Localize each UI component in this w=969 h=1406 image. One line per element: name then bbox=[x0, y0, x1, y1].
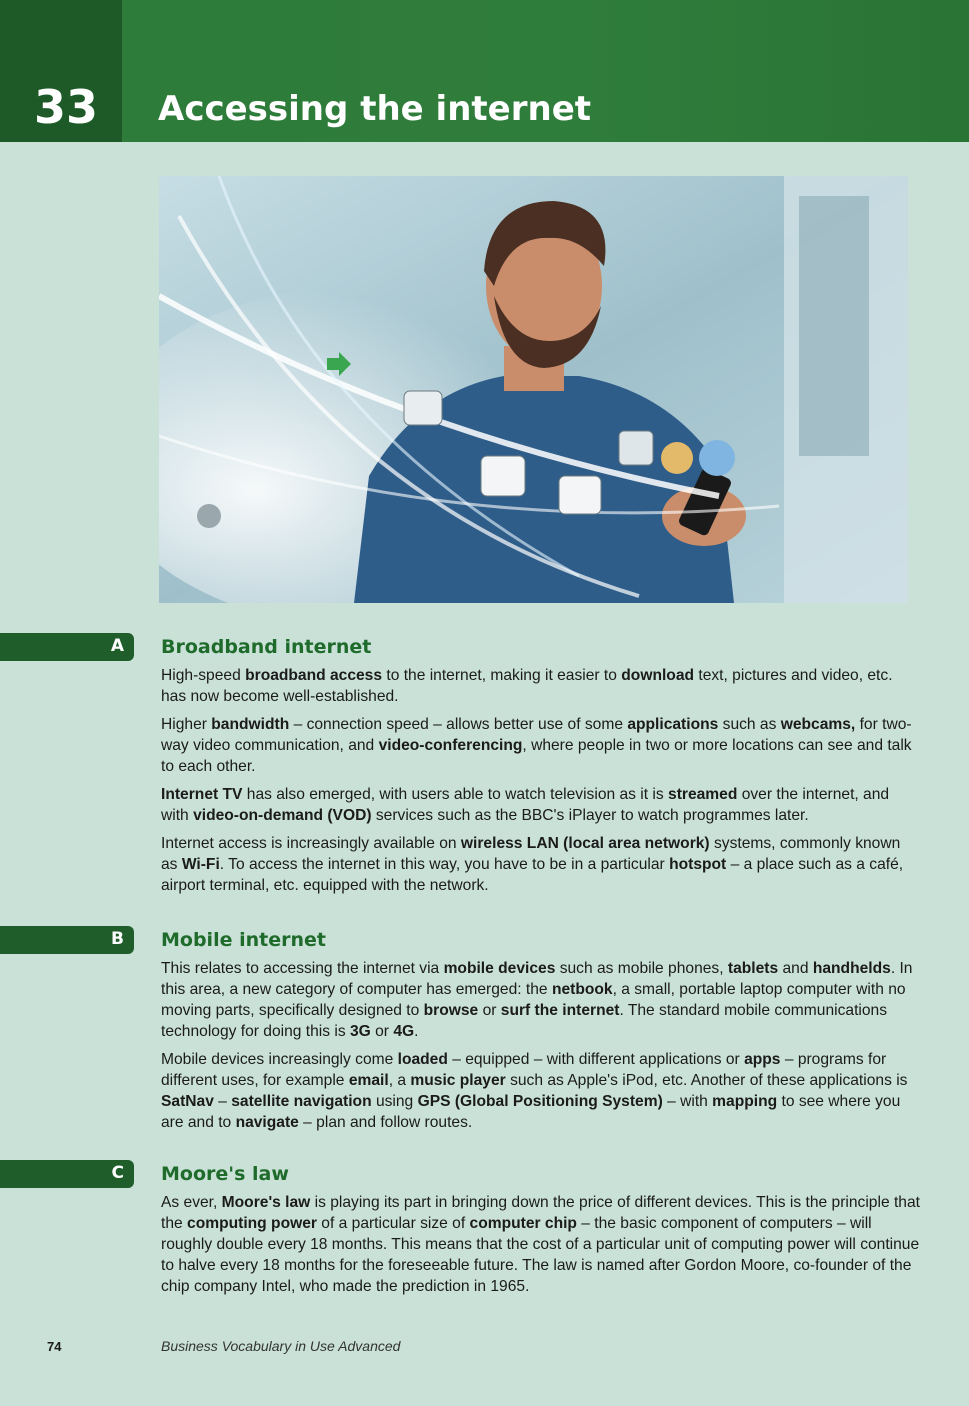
section-b-title: Mobile internet bbox=[161, 929, 326, 951]
section-a-body bbox=[161, 665, 921, 903]
text-run: . The standard mobile communications technology for doing this is bbox=[161, 1002, 888, 1040]
text-run: has also emerged, with users able to watch television as it is bbox=[242, 786, 669, 803]
key-term: navigate bbox=[235, 1114, 299, 1131]
photo-app-icon-calculator bbox=[619, 431, 653, 465]
key-term: wireless LAN (local area network) bbox=[460, 835, 710, 852]
text-run: using bbox=[371, 1093, 418, 1110]
key-term: 3G bbox=[349, 1023, 371, 1040]
text-run: Higher bbox=[161, 716, 212, 733]
key-term: music player bbox=[410, 1072, 506, 1089]
key-term: mapping bbox=[712, 1093, 778, 1110]
text-run: – a place such as a café, airport terminal, etc. equipped with the network. bbox=[161, 856, 904, 894]
paragraph bbox=[161, 714, 921, 777]
text-run: – equipped – with different applications or bbox=[447, 1051, 745, 1068]
text-run: As ever, bbox=[161, 1194, 222, 1211]
key-term: streamed bbox=[668, 786, 738, 803]
text-run: . In this area, a new category of computer has emerged: the bbox=[161, 960, 913, 998]
key-term: surf the internet bbox=[500, 1002, 620, 1019]
text-run: over the internet, and with bbox=[161, 786, 890, 824]
key-term: browse bbox=[423, 1002, 479, 1019]
section-a-letter: A bbox=[110, 636, 124, 656]
unit-number: 33 bbox=[34, 80, 99, 134]
section-c-body bbox=[161, 1192, 921, 1304]
key-term: download bbox=[621, 667, 695, 684]
section-c-title: Moore's law bbox=[161, 1163, 289, 1185]
section-b-letter: B bbox=[111, 929, 124, 949]
header-photo bbox=[159, 176, 908, 603]
text-run: such as Apple's iPod, etc. Another of these applications is bbox=[505, 1072, 908, 1089]
key-term: mobile devices bbox=[443, 960, 556, 977]
text-run: systems, commonly known as bbox=[161, 835, 901, 873]
text-run: such as mobile phones, bbox=[555, 960, 728, 977]
key-term: netbook bbox=[551, 981, 613, 998]
key-term: tablets bbox=[727, 960, 779, 977]
text-run: – the basic component of computers – will roughly double every 18 months. This means that the cost of a particular unit of computing power will continue to halve every 18 months for the foreseeable future. The law is named after Gordon Moore, co-founder of the chip company Intel, who made the prediction in 1965. bbox=[161, 1215, 920, 1295]
section-a-tab bbox=[0, 633, 134, 661]
unit-number-box bbox=[0, 0, 122, 142]
text-run: – plan and follow routes. bbox=[298, 1114, 473, 1131]
book-title: Business Vocabulary in Use Advanced bbox=[161, 1338, 401, 1354]
page-number: 74 bbox=[47, 1339, 62, 1354]
key-term: Wi-Fi bbox=[181, 856, 220, 873]
key-term: computer chip bbox=[469, 1215, 577, 1232]
section-c-letter: C bbox=[111, 1163, 124, 1183]
key-term: SatNav bbox=[161, 1093, 214, 1110]
text-run: to see where you are and to bbox=[161, 1093, 901, 1131]
key-term: apps bbox=[744, 1051, 781, 1068]
photo-app-icon-camera bbox=[404, 391, 442, 425]
unit-title: Accessing the internet bbox=[158, 89, 592, 129]
text-run: of a particular size of bbox=[316, 1215, 470, 1232]
section-a-title: Broadband internet bbox=[161, 636, 372, 658]
text-run: services such as the BBC's iPlayer to watch programmes later. bbox=[371, 807, 809, 824]
key-term: applications bbox=[627, 716, 719, 733]
paragraph bbox=[161, 958, 921, 1042]
section-b-tab bbox=[0, 926, 134, 954]
text-run: This relates to accessing the internet via bbox=[161, 960, 444, 977]
text-run: text, pictures and video, etc. has now become well-established. bbox=[161, 667, 893, 705]
key-term: broadband access bbox=[245, 667, 383, 684]
text-run: Mobile devices increasingly come bbox=[161, 1051, 398, 1068]
key-term: bandwidth bbox=[211, 716, 290, 733]
photo-app-icon-email bbox=[699, 440, 735, 476]
key-term: handhelds bbox=[812, 960, 891, 977]
key-term: email bbox=[348, 1072, 389, 1089]
text-run: for two-way video communication, and bbox=[161, 716, 912, 754]
key-term: computing power bbox=[187, 1215, 317, 1232]
key-term: satellite navigation bbox=[231, 1093, 372, 1110]
text-run: Internet access is increasingly available on bbox=[161, 835, 461, 852]
paragraph bbox=[161, 833, 921, 896]
text-run: – with bbox=[662, 1093, 713, 1110]
text-run: to the internet, making it easier to bbox=[382, 667, 622, 684]
photo-app-icon-chart bbox=[661, 442, 693, 474]
key-term: GPS (Global Positioning System) bbox=[417, 1093, 663, 1110]
photo-app-icon-download bbox=[559, 476, 601, 514]
text-run: High-speed bbox=[161, 667, 246, 684]
key-term: hotspot bbox=[669, 856, 727, 873]
photo-app-icon-document bbox=[481, 456, 525, 496]
key-term: 4G bbox=[393, 1023, 415, 1040]
text-run: is playing its part in bringing down the price of different devices. This is the principle that the bbox=[161, 1194, 920, 1232]
text-run: , a small, portable laptop computer with no moving parts, specifically designed to bbox=[161, 981, 906, 1019]
paragraph bbox=[161, 784, 921, 826]
text-run: or bbox=[370, 1023, 394, 1040]
photo-window-pane bbox=[799, 196, 869, 456]
paragraph bbox=[161, 665, 921, 707]
text-run: , a bbox=[388, 1072, 411, 1089]
paragraph bbox=[161, 1049, 921, 1133]
key-term: Moore's law bbox=[221, 1194, 311, 1211]
key-term: webcams, bbox=[780, 716, 856, 733]
section-c-tab bbox=[0, 1160, 134, 1188]
text-run: . To access the internet in this way, you have to be in a particular bbox=[219, 856, 670, 873]
key-term: Internet TV bbox=[161, 786, 243, 803]
text-run: , where people in two or more locations can see and talk to each other. bbox=[161, 737, 912, 775]
key-term: loaded bbox=[397, 1051, 448, 1068]
text-run: or bbox=[478, 1002, 501, 1019]
text-run: – connection speed – allows better use of some bbox=[289, 716, 628, 733]
paragraph bbox=[161, 1192, 921, 1297]
key-term: video-on-demand (VOD) bbox=[193, 807, 372, 824]
unit-header-bar bbox=[0, 0, 969, 142]
section-b-body bbox=[161, 958, 921, 1140]
key-term: video-conferencing bbox=[378, 737, 523, 754]
text-run: – bbox=[213, 1093, 232, 1110]
text-run: and bbox=[778, 960, 813, 977]
text-run: such as bbox=[718, 716, 781, 733]
text-run: . bbox=[414, 1023, 419, 1040]
photo-app-icon-binoculars bbox=[197, 504, 221, 528]
text-run: – programs for different uses, for example bbox=[161, 1051, 887, 1089]
